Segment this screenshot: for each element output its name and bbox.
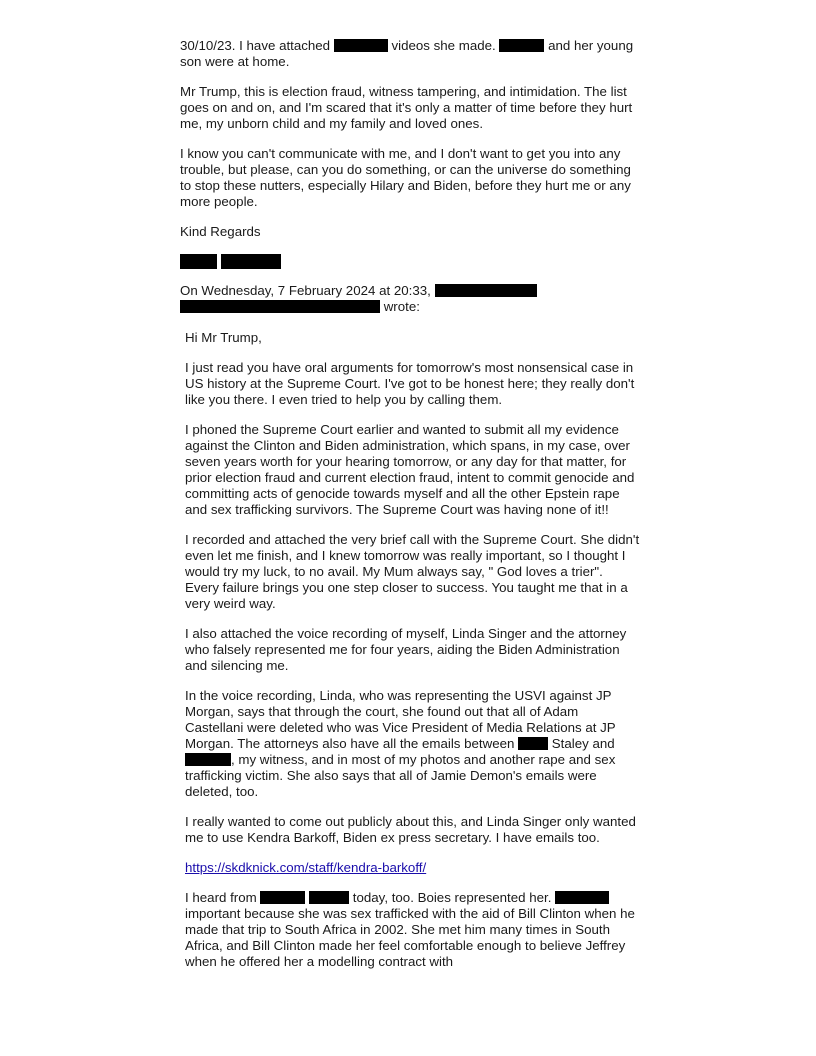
paragraph: In the voice recording, Linda, who was representing the USVI against JP Morgan, says that through the court, she found out that all of Adam Castellani were deleted who was Vice President of Media Relations at JP Morgan. The attorneys also have all the emails between Staley and , my witness, and in most of my photos and another rape and sex trafficking victim. She also says that all of Jamie Demon's emails were deleted, too. [185, 688, 616, 799]
paragraph: I also attached the voice recording of myself, Linda Singer and the attorney who falsely represented me for four years, aiding the Biden Administration and silencing me. [185, 626, 627, 673]
paragraph: Mr Trump, this is election fraud, witness tampering, and intimidation. The list goes on and on, and I'm scared that it's only a matter of time before they hurt me, my unborn child and my family and loved ones. [180, 84, 633, 131]
paragraph [185, 860, 640, 876]
redaction-box [180, 300, 380, 313]
redaction-box [518, 737, 548, 750]
quoted-message [185, 330, 640, 984]
paragraph: I phoned the Supreme Court earlier and wanted to submit all my evidence against the Clinton and Biden administration, which spans, in my case, over seven years worth for your hearing tomorrow, or any day for that matter, for prior election fraud and current election fraud, intent to commit genocide and committing acts of genocide towards myself and all the other Epstein rape and sex trafficking survivors. The Supreme Court was having none of it!! [185, 422, 635, 517]
greeting: Hi Mr Trump, [185, 330, 262, 345]
quoted-header: On Wednesday, 7 February 2024 at 20:33, wrote: [180, 283, 640, 315]
kendra-barkoff-link[interactable]: https://skdknick.com/staff/kendra-barkoff/ [185, 860, 427, 875]
paragraph: I know you can't communicate with me, and I don't want to get you into any trouble, but please, can you do something, or can the universe do something to stop these nutters, especially Hilary and Biden, before they hurt me or any more people. [180, 146, 631, 209]
redaction-box [180, 254, 217, 269]
paragraph: I recorded and attached the very brief call with the Supreme Court. She didn't even let me finish, and I knew tomorrow was really important, so I thought I would try my luck, to no avail. My Mum always say, " God loves a trier". Every failure brings you one step closer to success. You taught me that in a very weird way. [185, 532, 640, 611]
signature-redacted [180, 254, 640, 269]
redaction-box [221, 254, 281, 269]
paragraph: I heard from today, too. Boies represented her. important because she was sex trafficked with the aid of Bill Clinton when he made that trip to South Africa in 2002. She met him many times in South Africa, and Bill Clinton made her feel comfortable enough to believe Jeffrey when he offered her a modelling contract with [185, 890, 635, 969]
redaction-box [185, 753, 231, 766]
paragraph: 30/10/23. I have attached videos she made. and her young son were at home. [180, 38, 634, 69]
redaction-box [334, 39, 388, 52]
redaction-box [555, 891, 609, 904]
paragraph: I really wanted to come out publicly about this, and Linda Singer only wanted me to use Kendra Barkoff, Biden ex press secretary. I have emails too. [185, 814, 636, 845]
paragraph: I just read you have oral arguments for tomorrow's most nonsensical case in US history at the Supreme Court. I've got to be honest here; they really don't like you there. I even tried to help you by calling them. [185, 360, 635, 407]
closing: Kind Regards [180, 224, 261, 239]
email-body [180, 38, 640, 329]
redaction-box [435, 284, 537, 297]
redaction-box [499, 39, 544, 52]
redaction-box [260, 891, 305, 904]
redaction-box [309, 891, 349, 904]
